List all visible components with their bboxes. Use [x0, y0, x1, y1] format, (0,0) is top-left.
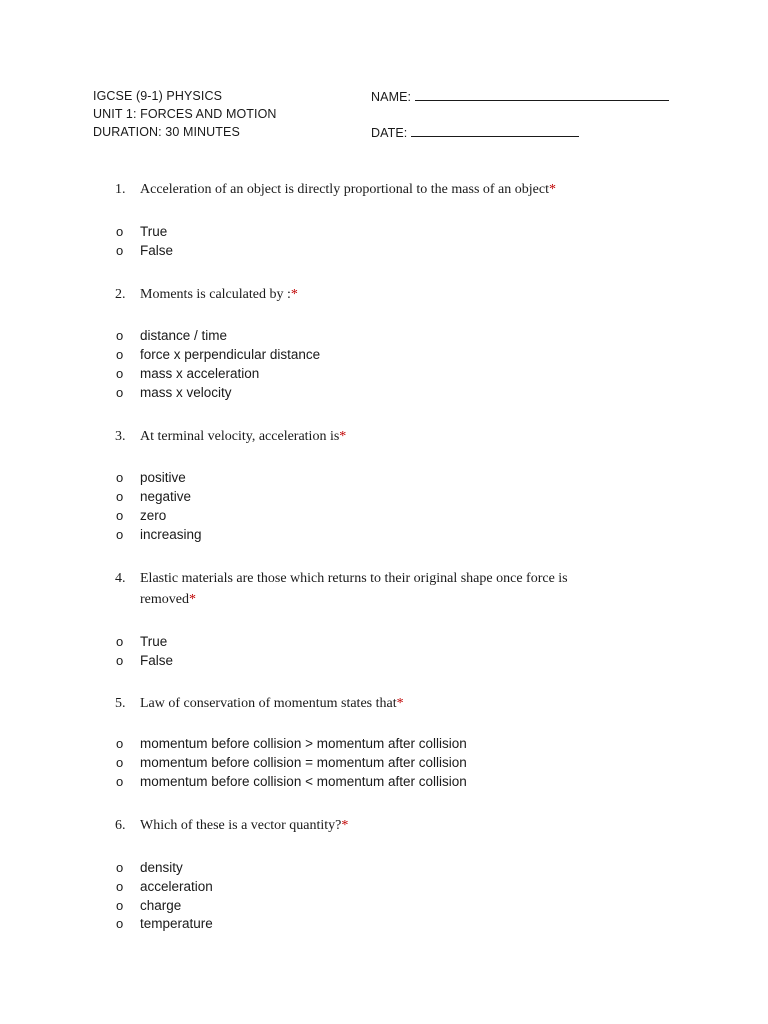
radio-circle-icon: o: [116, 470, 124, 485]
option-label: momentum before collision = momentum after collision: [140, 755, 467, 770]
question-text: Law of conservation of momentum states that: [140, 696, 397, 711]
radio-circle-icon: o: [116, 224, 124, 239]
radio-circle-icon: o: [116, 489, 124, 504]
radio-circle-icon: o: [116, 653, 124, 668]
option-q6-3[interactable]: [116, 896, 181, 915]
option-q2-3[interactable]: [116, 364, 259, 383]
course-title: IGCSE (9-1) PHYSICS: [93, 89, 223, 103]
date-label: DATE:: [371, 126, 408, 140]
option-q3-3[interactable]: [116, 506, 166, 525]
option-q3-4[interactable]: [116, 525, 202, 544]
question-4: [115, 568, 635, 610]
question-number: 4.: [115, 571, 126, 586]
option-label: negative: [140, 489, 192, 504]
option-label: False: [140, 653, 174, 668]
question-2: [115, 284, 635, 305]
radio-circle-icon: o: [116, 328, 124, 343]
option-q5-1[interactable]: [116, 734, 467, 753]
option-label: density: [140, 860, 183, 875]
radio-circle-icon: o: [116, 860, 124, 875]
question-number: 2.: [115, 287, 126, 302]
radio-circle-icon: o: [116, 508, 124, 523]
option-q2-1[interactable]: [116, 326, 227, 345]
date-field: [371, 125, 579, 140]
question-number: 6.: [115, 818, 126, 833]
option-label: momentum before collision < momentum after collision: [140, 774, 467, 789]
option-label: distance / time: [140, 328, 228, 343]
option-q6-1[interactable]: [116, 858, 183, 877]
duration-label: DURATION: 30 MINUTES: [93, 125, 240, 139]
radio-circle-icon: o: [116, 243, 124, 258]
option-label: True: [140, 634, 168, 649]
question-text: Which of these is a vector quantity?: [140, 818, 342, 833]
option-label: mass x velocity: [140, 385, 232, 400]
option-q4-1[interactable]: [116, 632, 167, 651]
required-asterisk: *: [290, 287, 298, 302]
option-q1-1[interactable]: [116, 222, 167, 241]
radio-circle-icon: o: [116, 385, 124, 400]
option-q6-2[interactable]: [116, 877, 213, 896]
question-text: Acceleration of an object is directly proportional to the mass of an object: [140, 182, 549, 197]
option-q4-2[interactable]: [116, 651, 173, 670]
required-asterisk: *: [339, 429, 347, 444]
radio-circle-icon: o: [116, 916, 124, 931]
option-label: momentum before collision > momentum after collision: [140, 736, 467, 751]
option-q2-2[interactable]: [116, 345, 320, 364]
option-q5-3[interactable]: [116, 772, 467, 791]
option-q6-4[interactable]: [116, 914, 213, 933]
option-label: True: [140, 224, 168, 239]
name-field: [371, 89, 669, 104]
date-blank-line[interactable]: [411, 125, 579, 137]
option-q2-4[interactable]: [116, 383, 232, 402]
radio-circle-icon: o: [116, 347, 124, 362]
required-asterisk: *: [188, 592, 196, 607]
question-1: [115, 179, 635, 200]
required-asterisk: *: [396, 696, 404, 711]
name-blank-line[interactable]: [415, 89, 669, 101]
option-label: increasing: [140, 527, 202, 542]
required-asterisk: *: [548, 182, 556, 197]
option-q3-2[interactable]: [116, 487, 191, 506]
question-3: [115, 426, 635, 447]
radio-circle-icon: o: [116, 736, 124, 751]
option-q1-2[interactable]: [116, 241, 173, 260]
radio-circle-icon: o: [116, 774, 124, 789]
question-text: Elastic materials are those which returns to their original shape once force is removed: [140, 571, 568, 607]
radio-circle-icon: o: [116, 634, 124, 649]
option-label: False: [140, 243, 174, 258]
question-text: At terminal velocity, acceleration is: [140, 429, 340, 444]
question-number: 5.: [115, 696, 126, 711]
option-label: charge: [140, 898, 182, 913]
name-label: NAME:: [371, 90, 412, 104]
question-5: [115, 693, 635, 714]
option-label: mass x acceleration: [140, 366, 260, 381]
required-asterisk: *: [341, 818, 349, 833]
option-label: acceleration: [140, 879, 213, 894]
question-number: 1.: [115, 182, 126, 197]
option-label: positive: [140, 470, 186, 485]
option-q3-1[interactable]: [116, 468, 186, 487]
radio-circle-icon: o: [116, 879, 124, 894]
radio-circle-icon: o: [116, 755, 124, 770]
question-number: 3.: [115, 429, 126, 444]
radio-circle-icon: o: [116, 527, 124, 542]
question-text: Moments is calculated by :: [140, 287, 291, 302]
option-label: temperature: [140, 916, 213, 931]
option-label: zero: [140, 508, 167, 523]
radio-circle-icon: o: [116, 898, 124, 913]
radio-circle-icon: o: [116, 366, 124, 381]
option-label: force x perpendicular distance: [140, 347, 321, 362]
unit-title: UNIT 1: FORCES AND MOTION: [93, 107, 277, 121]
question-6: [115, 815, 635, 836]
option-q5-2[interactable]: [116, 753, 467, 772]
